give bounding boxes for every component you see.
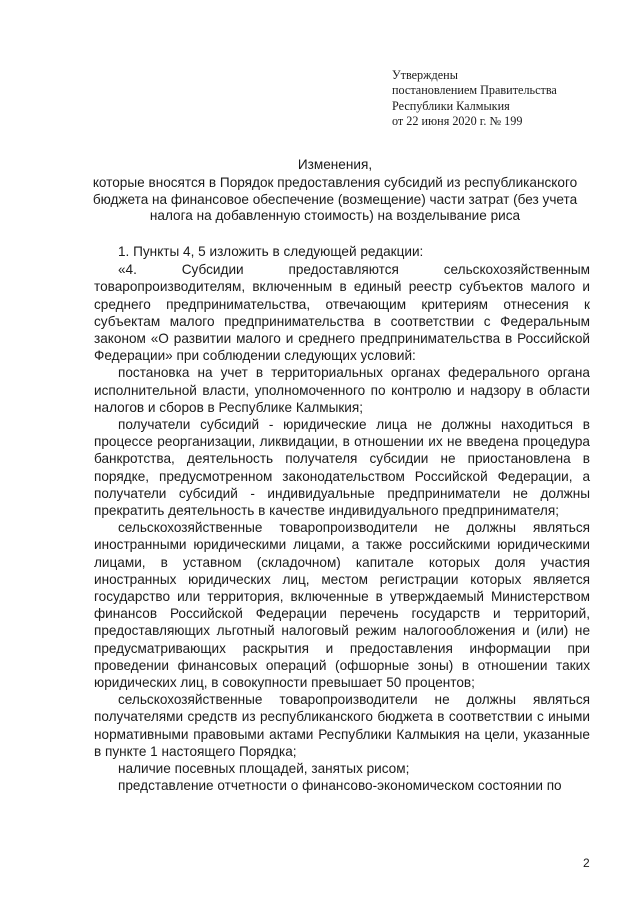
body-paragraph: постановка на учет в территориальных органах федерального органа исполнительной власти, уполномоченного по контролю и надзору в области налогов и сборов в Республике Калмыкия; (94, 365, 590, 415)
body-paragraph: сельскохозяйственные товаропроизводители не должны являться иностранными юридическими лицами, а также российскими юридическими лицами, в уставном (складочном) капитале которых доля участия иностранных юридических лиц, местом регистрации которых является государство или территория, включенные в утверждаемый Министерством финансов Российской Федерации перечень государств и территорий, предоставляющих льготный налоговый режим налогообложения и (или) не предусматривающих раскрытия и предоставления информации при проведении финансовых операций (офшорные зоны) в отношении таких юридических лиц, в совокупности превышает 50 процентов; (94, 520, 590, 691)
point-heading: 1. Пункты 4, 5 изложить в следующей редакции: (118, 244, 424, 259)
approval-line: Утверждены (392, 68, 458, 82)
body-paragraph: «4. Субсидии предоставляются сельскохозяйственным товаропроизводителям, включенным в единый реестр субъектов малого и среднего предпринимательства, отвечающим критериям отнесения к субъектам малого предпринимательства в соответствии с Федеральным законом «О развитии малого и среднего предпринимательства в Российской Федерации» при соблюдении следующих условий: (94, 262, 590, 364)
page-number: 2 (583, 856, 590, 870)
approval-line: постановлением Правительства (392, 83, 557, 98)
approval-line: Республики Калмыкия (392, 98, 510, 113)
body-paragraph: получатели субсидий - юридические лица не должны находиться в процессе реорганизации, ликвидации, в отношении их не введена процедура банкротства, деятельность получателя субсидии не приостановлена в порядке, предусмотренном законодательством Российской Федерации, а получатели субсидий - индивидуальные предприниматели не должны прекратить деятельность в качестве индивидуального предпринимателя; (94, 417, 590, 519)
document-title (70, 157, 600, 225)
body-paragraph: представление отчетности о финансово-экономическом состоянии по (118, 778, 562, 794)
approval-stamp (392, 68, 612, 130)
title-heading: Изменения, (297, 157, 373, 172)
title-subtitle: которые вносятся в Порядок предоставления субсидий из республиканского бюджета на финансовое обеспечение (возмещение) части затрат (без учета налога на добавленную стоимость) на возделывание риса (92, 175, 578, 224)
body-paragraph: наличие посевных площадей, занятых рисом; (118, 761, 410, 777)
body-paragraph: сельскохозяйственные товаропроизводители не должны являться получателями средств из республиканского бюджета в соответствии с иными нормативными правовыми актами Республики Калмыкия на цели, указанные в пункте 1 настоящего Порядка; (94, 692, 590, 759)
approval-line: от 22 июня 2020 г. № 199 (392, 114, 523, 129)
document-body (94, 243, 590, 795)
